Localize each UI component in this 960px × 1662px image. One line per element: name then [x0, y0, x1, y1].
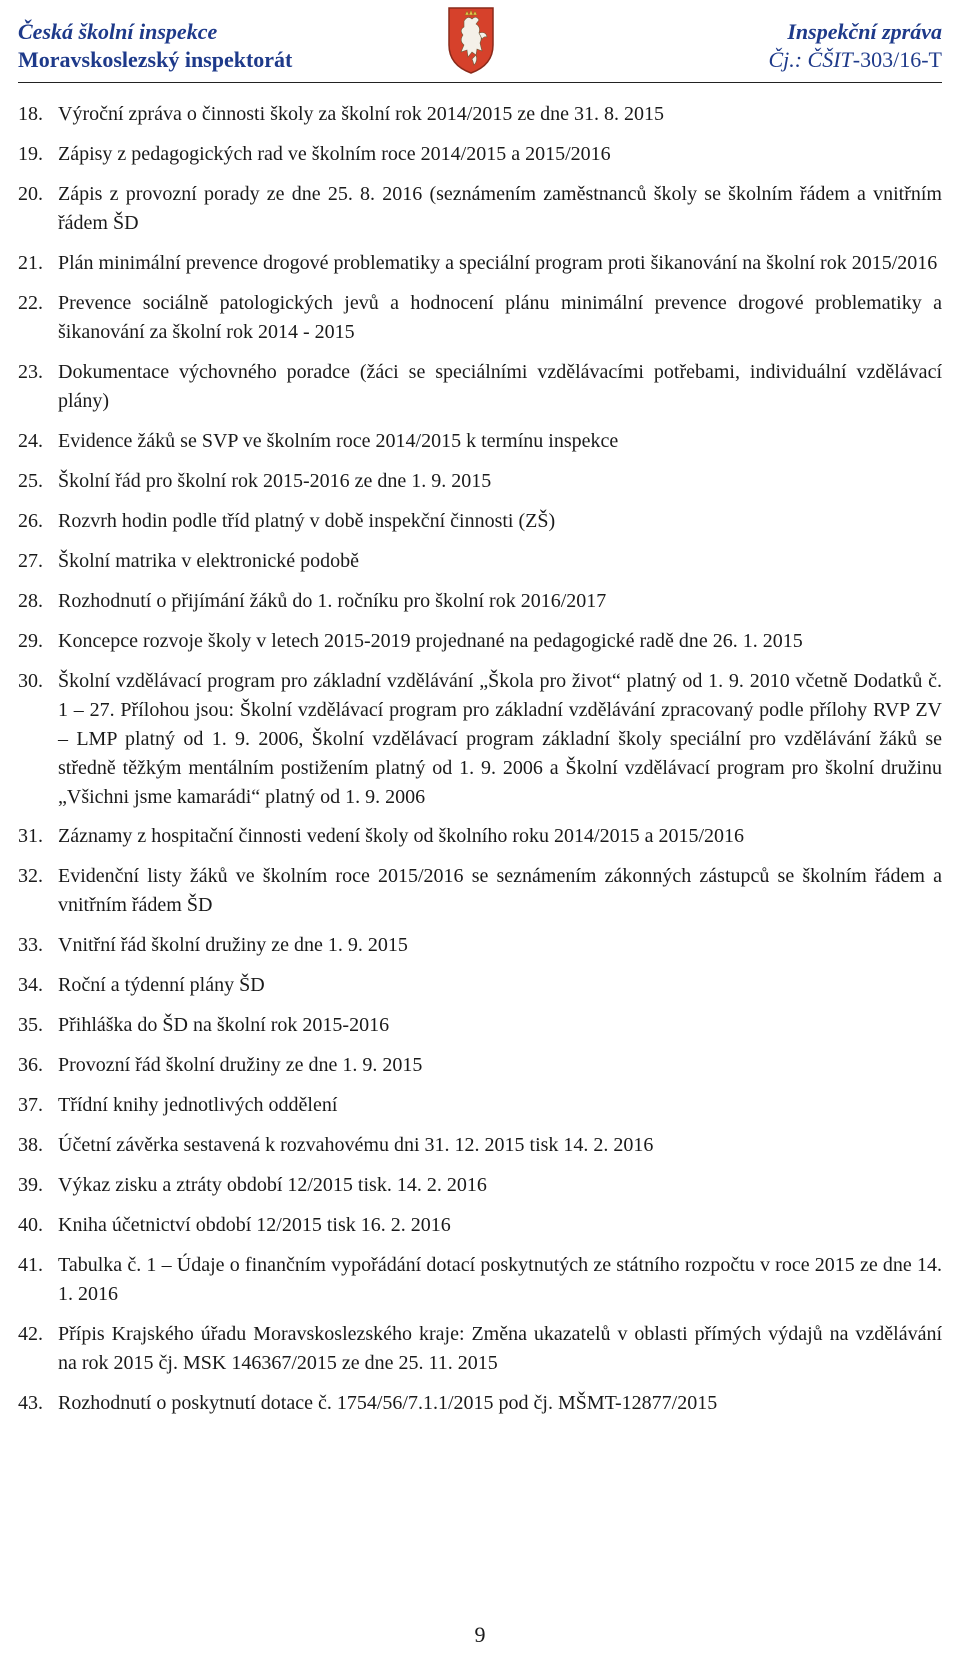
list-item: [18, 822, 942, 851]
list-item-number: 35.: [18, 1014, 43, 1036]
list-item-number: 32.: [18, 865, 43, 887]
list-item-text: Roční a týdenní plány ŠD: [58, 974, 265, 996]
list-item: [18, 547, 942, 576]
list-item: [18, 1011, 942, 1040]
list-item-text: Přihláška do ŠD na školní rok 2015-2016: [58, 1014, 390, 1036]
page-number: 9: [474, 1622, 486, 1647]
header-right: [768, 18, 942, 74]
list-item-text: Záznamy z hospitační činnosti vedení školy od školního roku 2014/2015 a 2015/2016: [58, 825, 745, 847]
list-item: [18, 289, 942, 347]
list-item-number: 37.: [18, 1094, 43, 1116]
list-item: [18, 249, 942, 278]
list-item-text: Provozní řád školní družiny ze dne 1. 9. 2015: [58, 1054, 423, 1076]
list-item: [18, 140, 942, 169]
list-item-text: Plán minimální prevence drogové problematiky a speciální program proti šikanování na školní rok 2015/2016: [58, 252, 938, 274]
header-org: Česká školní inspekce: [18, 19, 218, 44]
list-item: [18, 1320, 942, 1378]
list-item: [18, 180, 942, 238]
list-item: [18, 100, 942, 129]
state-emblem-icon: [446, 5, 496, 75]
list-item: [18, 1389, 942, 1418]
header-doc-type: Inspekční zpráva: [787, 19, 942, 44]
list-item-text: Zápisy z pedagogických rad ve školním roce 2014/2015 a 2015/2016: [58, 143, 611, 165]
list-item-number: 25.: [18, 470, 43, 492]
list-item-text: Školní matrika v elektronické podobě: [58, 550, 360, 572]
page-header: [0, 0, 960, 90]
list-item-text: Rozvrh hodin podle tříd platný v době inspekční činnosti (ZŠ): [58, 510, 556, 532]
list-item-number: 42.: [18, 1323, 43, 1345]
list-item-number: 43.: [18, 1392, 43, 1414]
list-item-text: Přípis Krajského úřadu Moravskoslezského kraje: Změna ukazatelů v oblasti přímých výdajů na vzdělávání na rok 2015 čj. MSK 146367/2015 ze dne 25. 11. 2015: [58, 1323, 942, 1374]
list-item-number: 18.: [18, 103, 43, 125]
list-item-number: 31.: [18, 825, 43, 847]
list-item-number: 19.: [18, 143, 43, 165]
list-item: [18, 627, 942, 656]
header-left: [18, 18, 292, 74]
list-item-text: Tabulka č. 1 – Údaje o finančním vypořádání dotací poskytnutých ze státního rozpočtu v roce 2015 ze dne 14. 1. 2016: [58, 1254, 942, 1305]
list-item-text: Rozhodnutí o poskytnutí dotace č. 1754/56/7.1.1/2015 pod čj. MŠMT-12877/2015: [58, 1392, 718, 1414]
attachment-list: [18, 100, 942, 1429]
list-item-number: 28.: [18, 590, 43, 612]
list-item-text: Prevence sociálně patologických jevů a hodnocení plánu minimální prevence drogové problematiky a šikanování za školní rok 2014 - 2015: [58, 292, 942, 343]
list-item-text: Vnitřní řád školní družiny ze dne 1. 9. 2015: [58, 934, 408, 956]
list-item-number: 41.: [18, 1254, 43, 1276]
header-ref-prefix: Čj.: ČŠIT: [768, 47, 853, 72]
list-item: [18, 931, 942, 960]
list-item-number: 38.: [18, 1134, 43, 1156]
list-item-text: Kniha účetnictví období 12/2015 tisk 16. 2. 2016: [58, 1214, 451, 1236]
list-item: [18, 862, 942, 920]
list-item-number: 33.: [18, 934, 43, 956]
list-item: [18, 1171, 942, 1200]
list-item-number: 23.: [18, 361, 43, 383]
list-item-number: 27.: [18, 550, 43, 572]
list-item-text: Třídní knihy jednotlivých oddělení: [58, 1094, 338, 1116]
header-rule: [18, 82, 942, 83]
list-item-text: Školní řád pro školní rok 2015-2016 ze dne 1. 9. 2015: [58, 470, 492, 492]
list-item-text: Výroční zpráva o činnosti školy za školní rok 2014/2015 ze dne 31. 8. 2015: [58, 103, 664, 125]
list-item-number: 24.: [18, 430, 43, 452]
list-item-text: Účetní závěrka sestavená k rozvahovému dni 31. 12. 2015 tisk 14. 2. 2016: [58, 1134, 654, 1156]
list-item: [18, 1131, 942, 1160]
list-item-number: 21.: [18, 252, 43, 274]
list-item-number: 34.: [18, 974, 43, 996]
list-item: [18, 507, 942, 536]
list-item-number: 20.: [18, 183, 43, 205]
list-item-number: 26.: [18, 510, 43, 532]
list-item-number: 29.: [18, 630, 43, 652]
header-unit: Moravskoslezský inspektorát: [18, 47, 293, 72]
list-item-number: 22.: [18, 292, 43, 314]
list-item-number: 36.: [18, 1054, 43, 1076]
list-item-text: Zápis z provozní porady ze dne 25. 8. 2016 (seznámením zaměstnanců školy se školním řádem a vnitřním řádem ŠD: [58, 183, 942, 234]
list-item-text: Výkaz zisku a ztráty období 12/2015 tisk. 14. 2. 2016: [58, 1174, 487, 1196]
list-item-text: Dokumentace výchovného poradce (žáci se speciálními vzdělávacími potřebami, individuální vzdělávací plány): [58, 361, 942, 412]
header-ref-number: -303/16-T: [852, 47, 942, 72]
list-item-number: 40.: [18, 1214, 43, 1236]
list-item-text: Evidenční listy žáků ve školním roce 2015/2016 se seznámením zákonných zástupců se školním řádem a vnitřním řádem ŠD: [58, 865, 942, 916]
list-item: [18, 1051, 942, 1080]
list-item-number: 39.: [18, 1174, 43, 1196]
list-item: [18, 427, 942, 456]
list-item: [18, 667, 942, 812]
list-item: [18, 1251, 942, 1309]
list-item: [18, 971, 942, 1000]
list-item-text: Koncepce rozvoje školy v letech 2015-2019 projednané na pedagogické radě dne 26. 1. 2015: [58, 630, 803, 652]
header-ref: [768, 46, 942, 74]
list-item-number: 30.: [18, 670, 43, 692]
list-item: [18, 1211, 942, 1240]
list-item: [18, 467, 942, 496]
list-item-text: Školní vzdělávací program pro základní vzdělávání „Škola pro život“ platný od 1. 9. 2010 včetně Dodatků č. 1 – 27. Přílohou jsou: Školní vzdělávací program pro základní vzdělávání zpracovaný podle přílohy RVP ZV – LMP platný od 1. 9. 2006, Školní vzdělávací program základní školy speciální pro vzdělávání žáků se středně těžkým mentálním postižením platný od 1. 9. 2006 a Školní vzdělávací program pro školní družinu „Všichni jsme kamarádi“ platný od 1. 9. 2006: [58, 670, 942, 808]
list-item: [18, 358, 942, 416]
list-item-text: Evidence žáků se SVP ve školním roce 2014/2015 k termínu inspekce: [58, 430, 619, 452]
list-item: [18, 587, 942, 616]
list-item: [18, 1091, 942, 1120]
list-item-text: Rozhodnutí o přijímání žáků do 1. ročníku pro školní rok 2016/2017: [58, 590, 607, 612]
